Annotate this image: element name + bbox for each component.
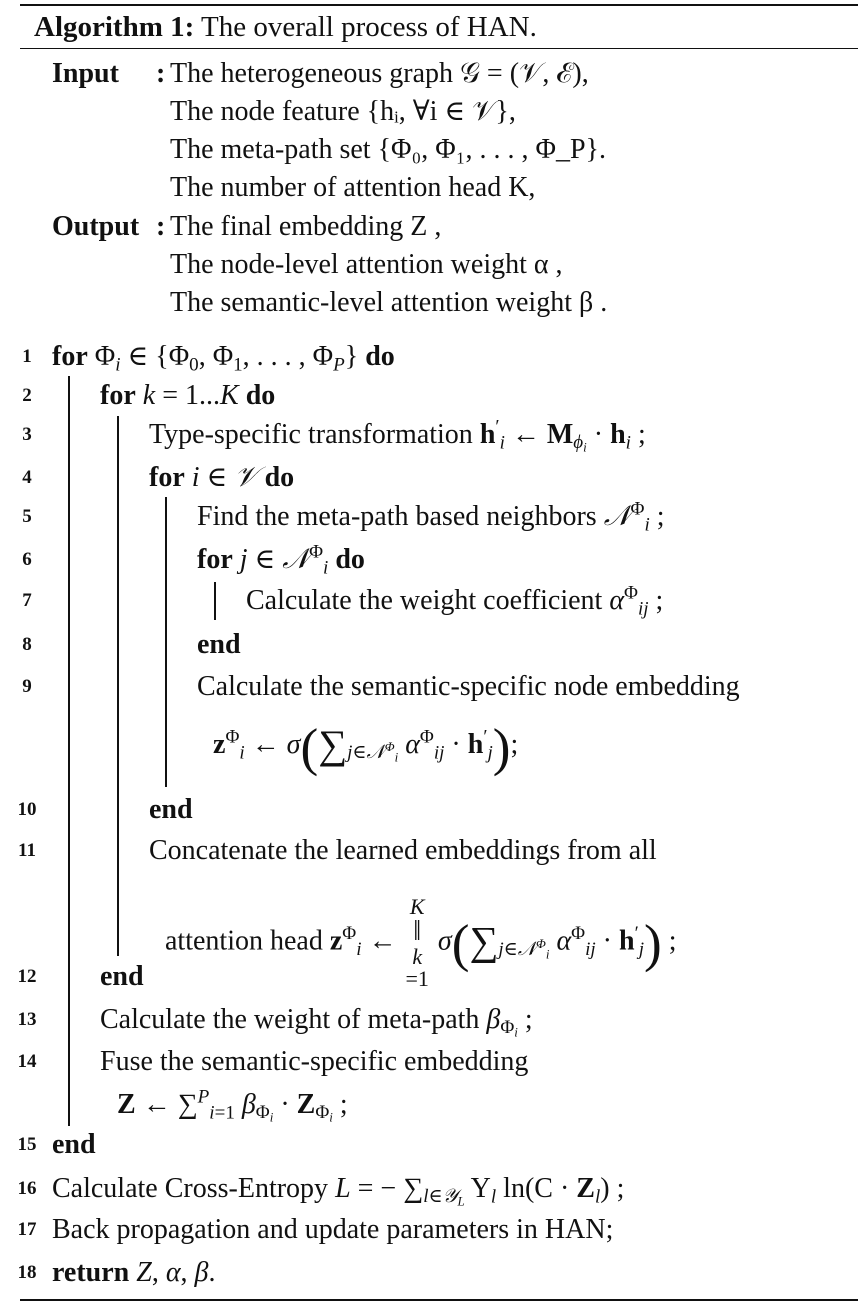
line-number: 5: [22, 506, 32, 527]
neighbor-loop-bar: [214, 582, 216, 620]
line-4: for i ∈ 𝒱 do: [149, 462, 295, 493]
input-line-4: The number of attention head K,: [170, 172, 536, 203]
input-label: Input: [52, 58, 119, 89]
line-1: for $\Phi_i$ ∈ {$\Phi_0$, $\Phi_1$, . . . , $\Phi_P$} do: [52, 341, 395, 376]
line-number: 17: [17, 1219, 37, 1240]
outer-loop-bar: [68, 376, 70, 1126]
line-number: 2: [22, 385, 32, 406]
input-line-3: The meta-path set {Φ₀, Φ₁, . . . , Φ_P}.: [170, 134, 606, 165]
input-line-1: The heterogeneous graph 𝒢 = (𝒱, ℰ),: [170, 58, 589, 89]
line-15: end: [52, 1129, 96, 1160]
line-9: Calculate the semantic-specific node embedding: [197, 671, 740, 702]
line-number: 6: [22, 549, 32, 570]
line-number: 9: [22, 676, 32, 697]
line-number: 12: [17, 966, 37, 987]
input-line-2: The node feature {hᵢ, ∀i ∈ 𝒱},: [170, 96, 516, 127]
header-rule: [20, 48, 858, 49]
line-2: for k = 1...K do: [100, 380, 276, 411]
line-5: Find the meta-path based neighbors 𝒩$^\Phi_i$ ;: [197, 498, 665, 536]
line-13: Calculate the weight of meta-path $\beta_{\Phi_i}$ ;: [100, 1004, 533, 1040]
input-colon: :: [156, 58, 166, 89]
line-11-formula: attention head $z^\Phi_i$ ← K ‖ k =1 $\sigma(\sum_{j\in 𝒩^\Phi_i}$ $\alpha^\Phi_{ij} \cdot h'_j$) ;: [165, 894, 677, 991]
output-colon: :: [156, 211, 166, 242]
line-11: Concatenate the learned embeddings from all: [149, 835, 657, 866]
line-12: end: [100, 961, 144, 992]
line-number: 16: [17, 1178, 37, 1199]
bottom-rule: [20, 1299, 858, 1301]
line-6: for j ∈ 𝒩$^\Phi_i$ do: [197, 541, 365, 579]
line-number: 13: [17, 1009, 37, 1030]
line-number: 4: [22, 467, 32, 488]
line-number: 14: [17, 1051, 37, 1072]
line-14-formula: Z ← ∑$^P_{i=1}$ $\beta_{\Phi_i} \cdot Z_{\Phi_i}$ ;: [117, 1086, 348, 1125]
line-number: 10: [17, 799, 37, 820]
head-loop-bar: [117, 416, 119, 956]
algorithm-caption: [34, 10, 537, 44]
algorithm-label: Algorithm 1:: [34, 11, 195, 43]
line-number: 15: [17, 1134, 37, 1155]
output-label: Output: [52, 211, 140, 242]
line-number: 1: [22, 346, 32, 367]
top-rule: [20, 4, 858, 6]
algorithm-title: The overall process of HAN.: [201, 11, 537, 43]
output-line-3: The semantic-level attention weight β .: [170, 287, 608, 318]
line-16: Calculate Cross-Entropy L = − $\sum_{l\in 𝒴_L}$ $Y_l$ $\ln(C \cdot Z_l)$ ;: [52, 1173, 625, 1209]
line-number: 18: [17, 1262, 37, 1283]
line-number: 11: [18, 840, 36, 861]
line-18: return Z, α, β.: [52, 1257, 216, 1288]
line-number: 8: [22, 634, 32, 655]
line-8: end: [197, 629, 241, 660]
line-10: end: [149, 794, 193, 825]
line-number: 3: [22, 424, 32, 445]
output-line-2: The node-level attention weight α ,: [170, 249, 563, 280]
node-loop-bar: [165, 497, 167, 787]
line-3: Type-specific transformation $h'_i$ ← $M_{\phi_i} \cdot h_i$ ;: [149, 416, 646, 455]
line-17: Back propagation and update parameters in HAN;: [52, 1214, 614, 1245]
line-number: 7: [22, 590, 32, 611]
line-9-formula: $z^\Phi_i$ ← $\sigma(\sum_{j\in 𝒩^\Phi_i}$ $\alpha^\Phi_{ij} \cdot h'_j$);: [213, 717, 519, 777]
output-line-1: The final embedding Z ,: [170, 211, 442, 242]
line-14: Fuse the semantic-specific embedding: [100, 1046, 529, 1077]
line-7: Calculate the weight coefficient $\alpha^\Phi_{ij}$ ;: [246, 582, 664, 620]
